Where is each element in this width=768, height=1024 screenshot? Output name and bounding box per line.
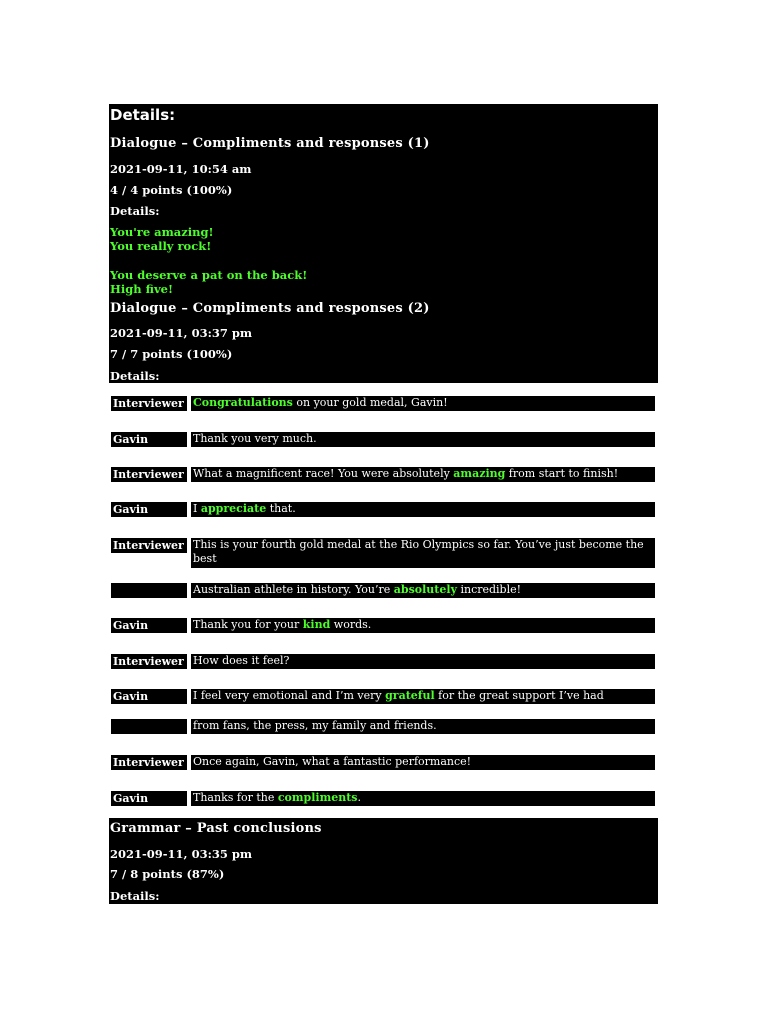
answer-item: You really rock! [110,239,212,253]
section-details-label-3: Details: [110,889,160,903]
section-datetime-3: 2021-09-11, 03:35 pm [110,847,253,861]
dialogue-line: I appreciate that. [191,502,655,517]
dialogue-line: from fans, the press, my family and friends. [191,719,655,734]
speaker-label [111,583,187,598]
section-details-label-1: Details: [110,204,160,218]
section-datetime-1: 2021-09-11, 10:54 am [110,162,252,176]
dialogue-line: Thank you for your kind words. [191,618,655,633]
speaker-label: Interviewer [111,654,187,669]
dialogue-row [111,618,655,633]
dialogue-line: Congratulations on your gold medal, Gavin! [191,396,655,411]
dialogue-line: How does it feel? [191,654,655,669]
dialogue-row [111,791,655,806]
dialogue-row [111,467,655,482]
section-title-1[interactable]: Dialogue – Compliments and responses (1) [110,136,430,151]
dialogue-row [111,396,655,411]
dialogue-row [111,538,655,565]
section-score-2: 7 / 7 points (100%) [110,347,233,361]
section-score-1: 4 / 4 points (100%) [110,183,233,197]
details-heading: Details: [110,106,176,124]
speaker-label: Interviewer [111,538,187,553]
dialogue-row [111,583,655,598]
answer-item: You deserve a pat on the back! [110,268,308,282]
answer-item: High five! [110,282,174,296]
speaker-label [111,719,187,734]
section-score-3: 7 / 8 points (87%) [110,867,225,881]
dialogue-line: Australian athlete in history. You’re absolutely incredible! [191,583,655,598]
speaker-label: Gavin [111,791,187,806]
section-title-2[interactable]: Dialogue – Compliments and responses (2) [110,301,430,316]
dialogue-row [111,654,655,669]
speaker-label: Gavin [111,432,187,447]
dialogue-line: What a magnificent race! You were absolutely amazing from start to finish! [191,467,655,482]
speaker-label: Interviewer [111,396,187,411]
dialogue-line: This is your fourth gold medal at the Rio Olympics so far. You’ve just become the best [191,538,655,568]
speaker-label: Interviewer [111,755,187,770]
speaker-label: Gavin [111,618,187,633]
speaker-label: Gavin [111,689,187,704]
dialogue-row [111,689,655,704]
section-datetime-2: 2021-09-11, 03:37 pm [110,326,253,340]
dialogue-row [111,719,655,734]
speaker-label: Gavin [111,502,187,517]
speaker-label: Interviewer [111,467,187,482]
dialogue-row [111,432,655,447]
dialogue-line: Once again, Gavin, what a fantastic performance! [191,755,655,770]
dialogue-row [111,502,655,517]
answer-item: You're amazing! [110,225,214,239]
dialogue-line: I feel very emotional and I’m very grateful for the great support I’ve had [191,689,655,704]
section-title-3[interactable]: Grammar – Past conclusions [110,821,322,836]
dialogue-line: Thanks for the compliments. [191,791,655,806]
section-details-label-2: Details: [110,369,160,383]
dialogue-row [111,755,655,770]
dialogue-line: Thank you very much. [191,432,655,447]
